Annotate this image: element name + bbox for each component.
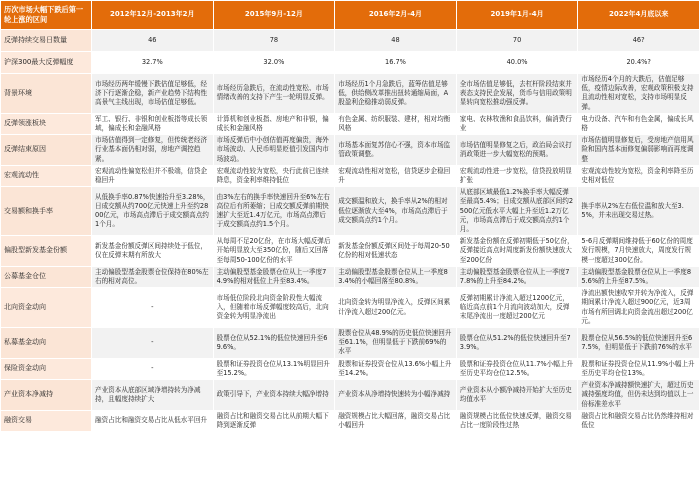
table-cell: 全市场估值足够低，去杠杆阶段结束并表态支持民企发展，货币与信用政策明显转向宽松推动强反弹。 <box>457 74 578 113</box>
table-cell: 48 <box>335 30 456 51</box>
table-cell: 股票仓位从48.9%的历史低位快速回升至61.1%，但明显低于下跌前69%的水平 <box>335 328 456 358</box>
table-row <box>1 114 699 134</box>
table-cell: 新发基金份额在反弹初期低于50亿份，反弹接近高点时周度新发份额快速放大至200亿份 <box>457 236 578 266</box>
table-cell: - <box>92 328 213 358</box>
table-cell: 股票和证券投资仓位从11.7%小幅上升至历史平均仓位12.5%。 <box>457 359 578 379</box>
table-cell: 主动偏股型基金股票仓位保持在80%左右的相对高位。 <box>92 267 213 287</box>
table-cell: 宏观流动性较为宽松，央行此前已连续降息，资金利率维持低位 <box>214 166 335 186</box>
table-cell: 主动偏股型基金股票仓位从上一季度77.8%的上升至84.2%。 <box>457 267 578 287</box>
table-cell: 政策引导下，产业资本持续大幅净增持 <box>214 380 335 410</box>
table-cell: 净流出额快速收窄并转为净流入，反弹期间累计净流入超过900亿元，近3周市场有所回调北向资金流出超过200亿元。 <box>578 288 699 327</box>
row-label: 公募基金仓位 <box>1 267 91 287</box>
table-cell: 产业资本从底部区域净增持转为净减持，且幅度持续扩大 <box>92 380 213 410</box>
table-cell: 32.0% <box>214 52 335 73</box>
row-label: 交易额和换手率 <box>1 187 91 235</box>
table-cell: 市场经历急跌后，在流动性宽松、市场情绪改善的支持下产生一轮明显反弹。 <box>214 74 335 113</box>
table-cell: 产业资本净减持额快速扩大，超过历史减持强度均值，但仍未达到均值以上一倍标准差水平 <box>578 380 699 410</box>
table-cell: 70 <box>457 30 578 51</box>
table-cell: 股票和证券投资仓位从11.9%小幅上升至历史平均仓位13%。 <box>578 359 699 379</box>
table-cell: 宏观流动性进一步宽松，信贷投放明显扩张 <box>457 166 578 186</box>
table-row <box>1 236 699 266</box>
table-cell: 宏观流动性相对宽松，信贷逐步企稳回升 <box>335 166 456 186</box>
table-cell: 从低换手率0.87%快速抬升至3.28%，日成交额从约700亿元快速上升至约2800亿元，市场高点滞后于成交额高点约1个月。 <box>92 187 213 235</box>
header-row <box>1 1 699 29</box>
table-row <box>1 135 699 165</box>
row-label: 私募基金动向 <box>1 328 91 358</box>
table-cell: 产业资本从净增持快速转为小幅净减持 <box>335 380 456 410</box>
row-label: 融资交易 <box>1 411 91 431</box>
table-cell: 40.0% <box>457 52 578 73</box>
table-row <box>1 187 699 235</box>
table-row <box>1 411 699 431</box>
table-cell: 78 <box>214 30 335 51</box>
table-cell: 换手率从2%左右低位温和放大至3.5%，并未出现交易过热。 <box>578 187 699 235</box>
table-cell: 北向资金转为明显净流入，反弹区间累计净流入超过200亿元。 <box>335 288 456 327</box>
row-label: 保险资金动向 <box>1 359 91 379</box>
row-label: 反弹领涨板块 <box>1 114 91 134</box>
table-cell: 主动偏股型基金股票仓位从上一季度83.4%的小幅回落至80.8%。 <box>335 267 456 287</box>
table-cell: 计算机和创业板指、房地产和非银，偏成长和金融风格 <box>214 114 335 134</box>
column-header-2019: 2019年1月-4月 <box>457 1 578 29</box>
table-cell: 股票和证券投资仓位从13.6%小幅上升至14.2%。 <box>335 359 456 379</box>
table-cell: 32.7% <box>92 52 213 73</box>
table-cell: 宏观流动性较为宽松，资金利率降至历史相对低位 <box>578 166 699 186</box>
table-cell: 5-6月反弹期间维持低于60亿份的周度发行规模，7月快速放大，周度发行规模一度超过300亿份。 <box>578 236 699 266</box>
table-cell: 20.4%? <box>578 52 699 73</box>
row-label: 沪深300最大反弹幅度 <box>1 52 91 73</box>
table-cell: 融资规模占比大幅回落，融资交易占比小幅回升 <box>335 411 456 431</box>
table-cell: 从每周不足20亿份，在市场大幅反弹后开始明显放大至350亿份，随后又回落至每周50-100亿份的水平 <box>214 236 335 266</box>
table-cell: 市场估值得到一定修复，但传统老经济行业基本面仍相对弱，房地产调控趋紧。 <box>92 135 213 165</box>
row-label: 偏股型新发基金份额 <box>1 236 91 266</box>
table-cell: 电力设备、汽车和有色金属，偏成长风格 <box>578 114 699 134</box>
table-cell: 新发基金份额反弹区间处于每周20-50亿份的相对低速状态 <box>335 236 456 266</box>
column-header-2015: 2015年9月-12月 <box>214 1 335 29</box>
table-cell: 主动偏股型基金股票仓位从上一季度85.6%的上升至87.5%。 <box>578 267 699 287</box>
table-row <box>1 267 699 287</box>
corner-label: 历次市场大幅下跌后第一轮上涨的区间 <box>1 1 91 29</box>
row-label: 反弹结束原因 <box>1 135 91 165</box>
table-cell: 有色金属、纺织服装、建材，相对均衡风格 <box>335 114 456 134</box>
table-cell: 市场经历两年缓慢下跌估值足够低，经济下行逐渐企稳，新产业趋势下结构性高景气主线出现，市场估值足够低。 <box>92 74 213 113</box>
table-cell: 主动偏股型基金股票仓位从上一季度74.9%的相对低位上升至83.4%。 <box>214 267 335 287</box>
table-cell: 16.7% <box>335 52 456 73</box>
table-row <box>1 52 699 73</box>
table-row <box>1 359 699 379</box>
table-cell: 市场经历1个月急跌后，蓝筹估值足够低，供给侧改革推出扭转通缩局面，A股盈利企稳推动弱反弹。 <box>335 74 456 113</box>
table-cell: 46? <box>578 30 699 51</box>
table-cell: 市场基本面复苏信心不强，资本市场监管政策调整。 <box>335 135 456 165</box>
table-cell: 新发基金份额反弹区间持续处于低位，仅在反弹末期有所放大 <box>92 236 213 266</box>
table-cell: 市场经历4个月的大跌后，估值足够低，疫情边际改善，宏观政策积极支持且流动性相对宽松，支持市场明显反弹。 <box>578 74 699 113</box>
table-cell: 产业资本从小额净减持开始扩大至历史均值水平 <box>457 380 578 410</box>
table-cell: - <box>92 359 213 379</box>
table-cell: 家电、农林牧渔和食品饮料，偏消费行业 <box>457 114 578 134</box>
table-row <box>1 380 699 410</box>
table-cell: 市场估值明显修复之后，政治局会议打消政策进一步大幅宽松的预期。 <box>457 135 578 165</box>
column-header-2016: 2016年2月-4月 <box>335 1 456 29</box>
row-label: 反弹持续交易日数量 <box>1 30 91 51</box>
table-cell: 军工、银行、非银和创业板指等成长领域，偏成长和金融风格 <box>92 114 213 134</box>
table-row <box>1 74 699 113</box>
row-label: 宏观流动性 <box>1 166 91 186</box>
row-label: 北向资金动向 <box>1 288 91 327</box>
table-cell: 股票仓位从56.5%的低位快速回升至67.5%，但明显低于下跌前76%的水平 <box>578 328 699 358</box>
column-header-2022: 2022年4月底以来 <box>578 1 699 29</box>
row-label: 产业资本净减持 <box>1 380 91 410</box>
table-cell: 市场估值明显修复后，受房地产信用风险和国内基本面修复偏弱影响而再度调整 <box>578 135 699 165</box>
table-cell: 股票仓位从52.1%的低位快速回升至69.6%。 <box>214 328 335 358</box>
table-cell: 股票仓位从51.2%的低位快速回升至73.9%。 <box>457 328 578 358</box>
table-row <box>1 30 699 51</box>
table-cell: 成交额温和放大，换手率从2%的相对低位逐渐放大至4%，市场高点滞后于成交额高点约1个月。 <box>335 187 456 235</box>
table-cell: 融资占比和融资交易占比从低水平回升 <box>92 411 213 431</box>
table-cell: 市场低位阶段北向资金阶段性大幅流入，但随着市场反弹幅度较高后，北向资金转为明显净流出 <box>214 288 335 327</box>
table-row <box>1 288 699 327</box>
table-cell: 融资占比和融资交易占比仍然维持相对低位 <box>578 411 699 431</box>
table-cell: 由3%左右的换手率快速回升至6%左右高位后有所萎缩；日成交额反弹前期快速扩大至近1.4万亿元，市场高点滞后于成交额高点约1.5个月。 <box>214 187 335 235</box>
table-cell: - <box>92 288 213 327</box>
table-cell: 从底部区域最低1.2%换手率大幅反弹至最高5.4%；日成交额从底部区间约2500亿元低水平大幅上升至近1.2万亿元，市场高点滞后于成交额高点约1个月。 <box>457 187 578 235</box>
table-cell: 反弹初期累计净流入超过1200亿元，临近高点前1个月流向波动加大，反弹末尾净流出一度超过200亿元 <box>457 288 578 327</box>
table-cell: 股票和证券投资仓位从13.1%明显回升至15.2%。 <box>214 359 335 379</box>
column-header-2012: 2012年12月-2013年2月 <box>92 1 213 29</box>
table-cell: 融资规模占比低位快速反弹，融资交易占比一度阶段性过热 <box>457 411 578 431</box>
table-cell: 46 <box>92 30 213 51</box>
table-cell: 融资占比和融资交易占比从前期大幅下降到逐渐反弹 <box>214 411 335 431</box>
row-label: 背景环境 <box>1 74 91 113</box>
table-row <box>1 328 699 358</box>
table-cell: 市场反弹后中小创估值再度偏贵，海外市场波动、人民币明显贬值引发国内市场波动。 <box>214 135 335 165</box>
table-cell: 宏观流动性偏宽松但并不极端，信贷企稳回升 <box>92 166 213 186</box>
table-row <box>1 166 699 186</box>
